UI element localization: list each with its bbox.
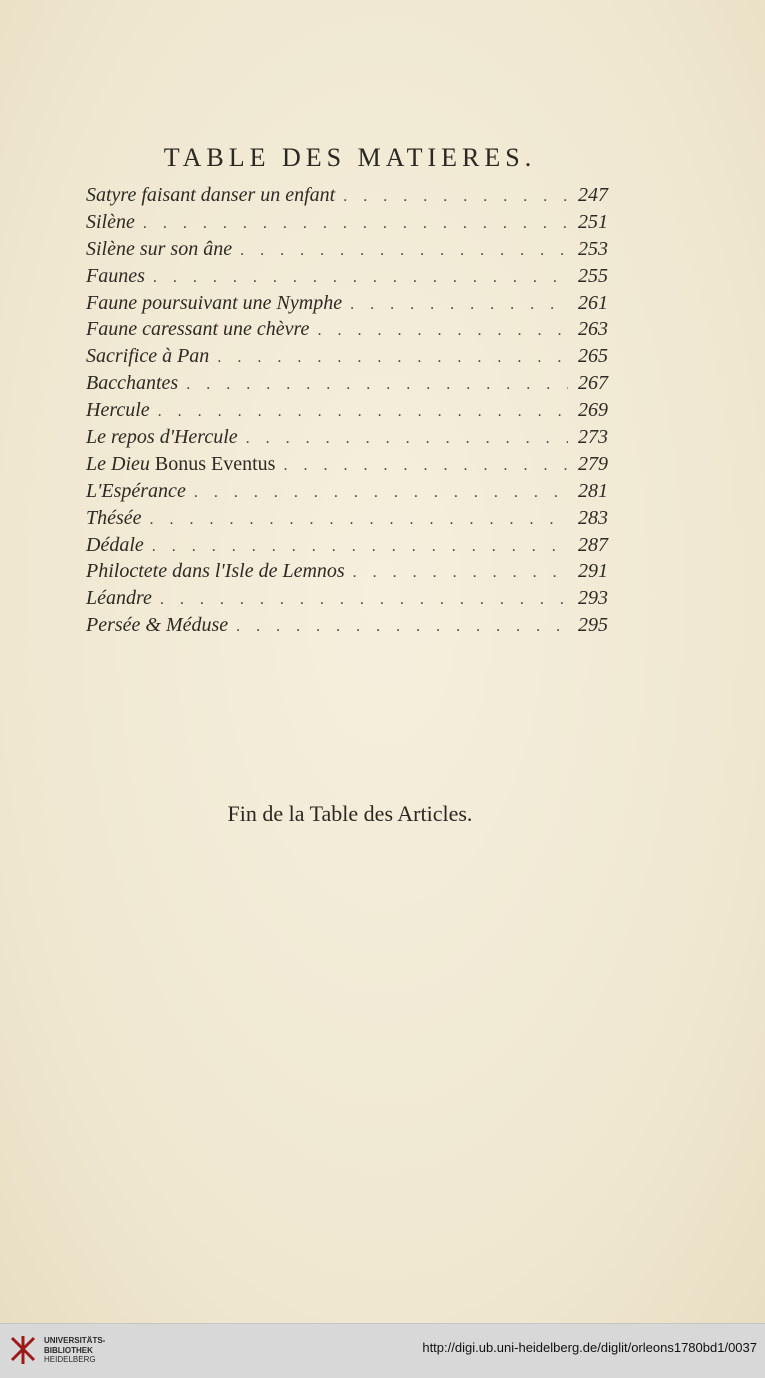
- toc-entry-label-italic: Le Dieu: [86, 452, 150, 475]
- leader-dots: [317, 322, 568, 340]
- leader-dots: [158, 403, 568, 421]
- toc-entry-label: Thésée: [86, 506, 142, 529]
- toc-entry: [86, 480, 620, 507]
- toc-entry-page: 267: [578, 372, 608, 395]
- leader-dots: [353, 564, 568, 582]
- logo-mark: [12, 1336, 34, 1364]
- toc-entry: [86, 560, 620, 587]
- toc-entry-page: 269: [578, 399, 608, 422]
- toc-entry-page: 251: [578, 210, 608, 233]
- toc-entry-label: Faune poursuivant une Nymphe: [86, 291, 343, 314]
- leader-dots: [152, 538, 568, 556]
- toc-entry: [86, 453, 620, 480]
- toc-entry-label: Silène: [86, 210, 135, 233]
- toc-entry: [86, 211, 620, 238]
- logo-line-2: BIBLIOTHEK: [44, 1345, 93, 1355]
- leader-dots: [246, 430, 568, 448]
- toc-entry-label: Satyre faisant danser un enfant: [86, 184, 336, 206]
- toc-entry: [86, 318, 620, 345]
- leader-dots: [236, 618, 568, 636]
- toc-entry-label: Sacrifice à Pan: [86, 345, 210, 368]
- toc-entry: [86, 238, 620, 265]
- toc-entry-label-roman: Bonus Eventus: [154, 452, 276, 475]
- toc-entry-label: Le repos d'Hercule: [86, 426, 238, 449]
- toc-entry: [86, 587, 620, 614]
- toc-entry: [86, 507, 620, 534]
- logo-line-3: HEIDELBERG: [44, 1355, 96, 1364]
- toc-entry: [86, 184, 620, 211]
- toc-entry: [86, 345, 620, 372]
- toc-entry-label: Bacchantes: [86, 372, 179, 395]
- toc-entry-label: L'Espérance: [86, 479, 186, 502]
- toc-entry-page: 291: [578, 560, 608, 583]
- library-logo-text: [44, 1336, 105, 1365]
- leader-dots: [194, 484, 568, 502]
- page-title: TABLE DES MATIERES.: [163, 143, 537, 172]
- toc-entry-label: Léandre: [86, 587, 152, 610]
- leader-dots: [143, 215, 568, 233]
- toc-entry: [86, 265, 620, 292]
- toc-entry-label: Silène sur son âne: [86, 237, 233, 260]
- toc-entry-page: 293: [578, 587, 608, 610]
- toc-entry-page: 265: [578, 345, 608, 368]
- leader-dots: [160, 591, 568, 609]
- leader-dots: [150, 511, 568, 529]
- toc-entry-page: 283: [578, 506, 608, 529]
- toc-entry-page: 287: [578, 533, 608, 556]
- toc-entry-label: Hercule: [86, 399, 150, 422]
- toc-entry-page: 263: [578, 318, 608, 341]
- leader-dots: [283, 457, 568, 475]
- toc-entry: [86, 399, 620, 426]
- toc-entry-page: 273: [578, 426, 608, 449]
- leader-dots: [217, 349, 568, 367]
- logo-line-1: UNIVERSITÄTS-: [44, 1336, 106, 1345]
- toc-entry: [86, 372, 620, 399]
- toc-entry-page: 279: [578, 452, 608, 475]
- toc-entry: [86, 534, 620, 561]
- leader-dots: [350, 296, 568, 314]
- toc-entry-page: 281: [578, 479, 608, 502]
- leader-dots: [240, 242, 568, 260]
- toc-entry-page: 261: [578, 291, 608, 314]
- toc-entry-page: 255: [578, 264, 608, 287]
- closing-line: Fin de la Table des Articles.: [227, 801, 473, 826]
- toc-entry-page: 253: [578, 237, 608, 260]
- toc-entry: [86, 292, 620, 319]
- toc-entry: [86, 426, 620, 453]
- library-logo-icon: [8, 1334, 38, 1368]
- toc-entry-label: Faunes: [86, 264, 145, 287]
- toc-entry-label: Philoctete dans l'Isle de Lemnos: [86, 560, 345, 583]
- toc-entry: [86, 614, 620, 641]
- toc-entry-page: 247: [578, 184, 608, 206]
- permalink-url[interactable]: http://digi.ub.uni-heidelberg.de/diglit/orleons1780bd1/0037: [422, 1340, 757, 1355]
- leader-dots: [186, 376, 568, 394]
- table-of-contents: [86, 184, 620, 641]
- toc-entry-label: Persée & Méduse: [86, 614, 229, 637]
- toc-entry-label: [86, 453, 275, 476]
- toc-entry-label: Faune caressant une chèvre: [86, 318, 310, 341]
- viewer-footer: [0, 1323, 765, 1378]
- leader-dots: [153, 269, 568, 287]
- leader-dots: [343, 188, 568, 206]
- toc-entry-label: Dédale: [86, 533, 144, 556]
- toc-entry-page: 295: [578, 614, 608, 637]
